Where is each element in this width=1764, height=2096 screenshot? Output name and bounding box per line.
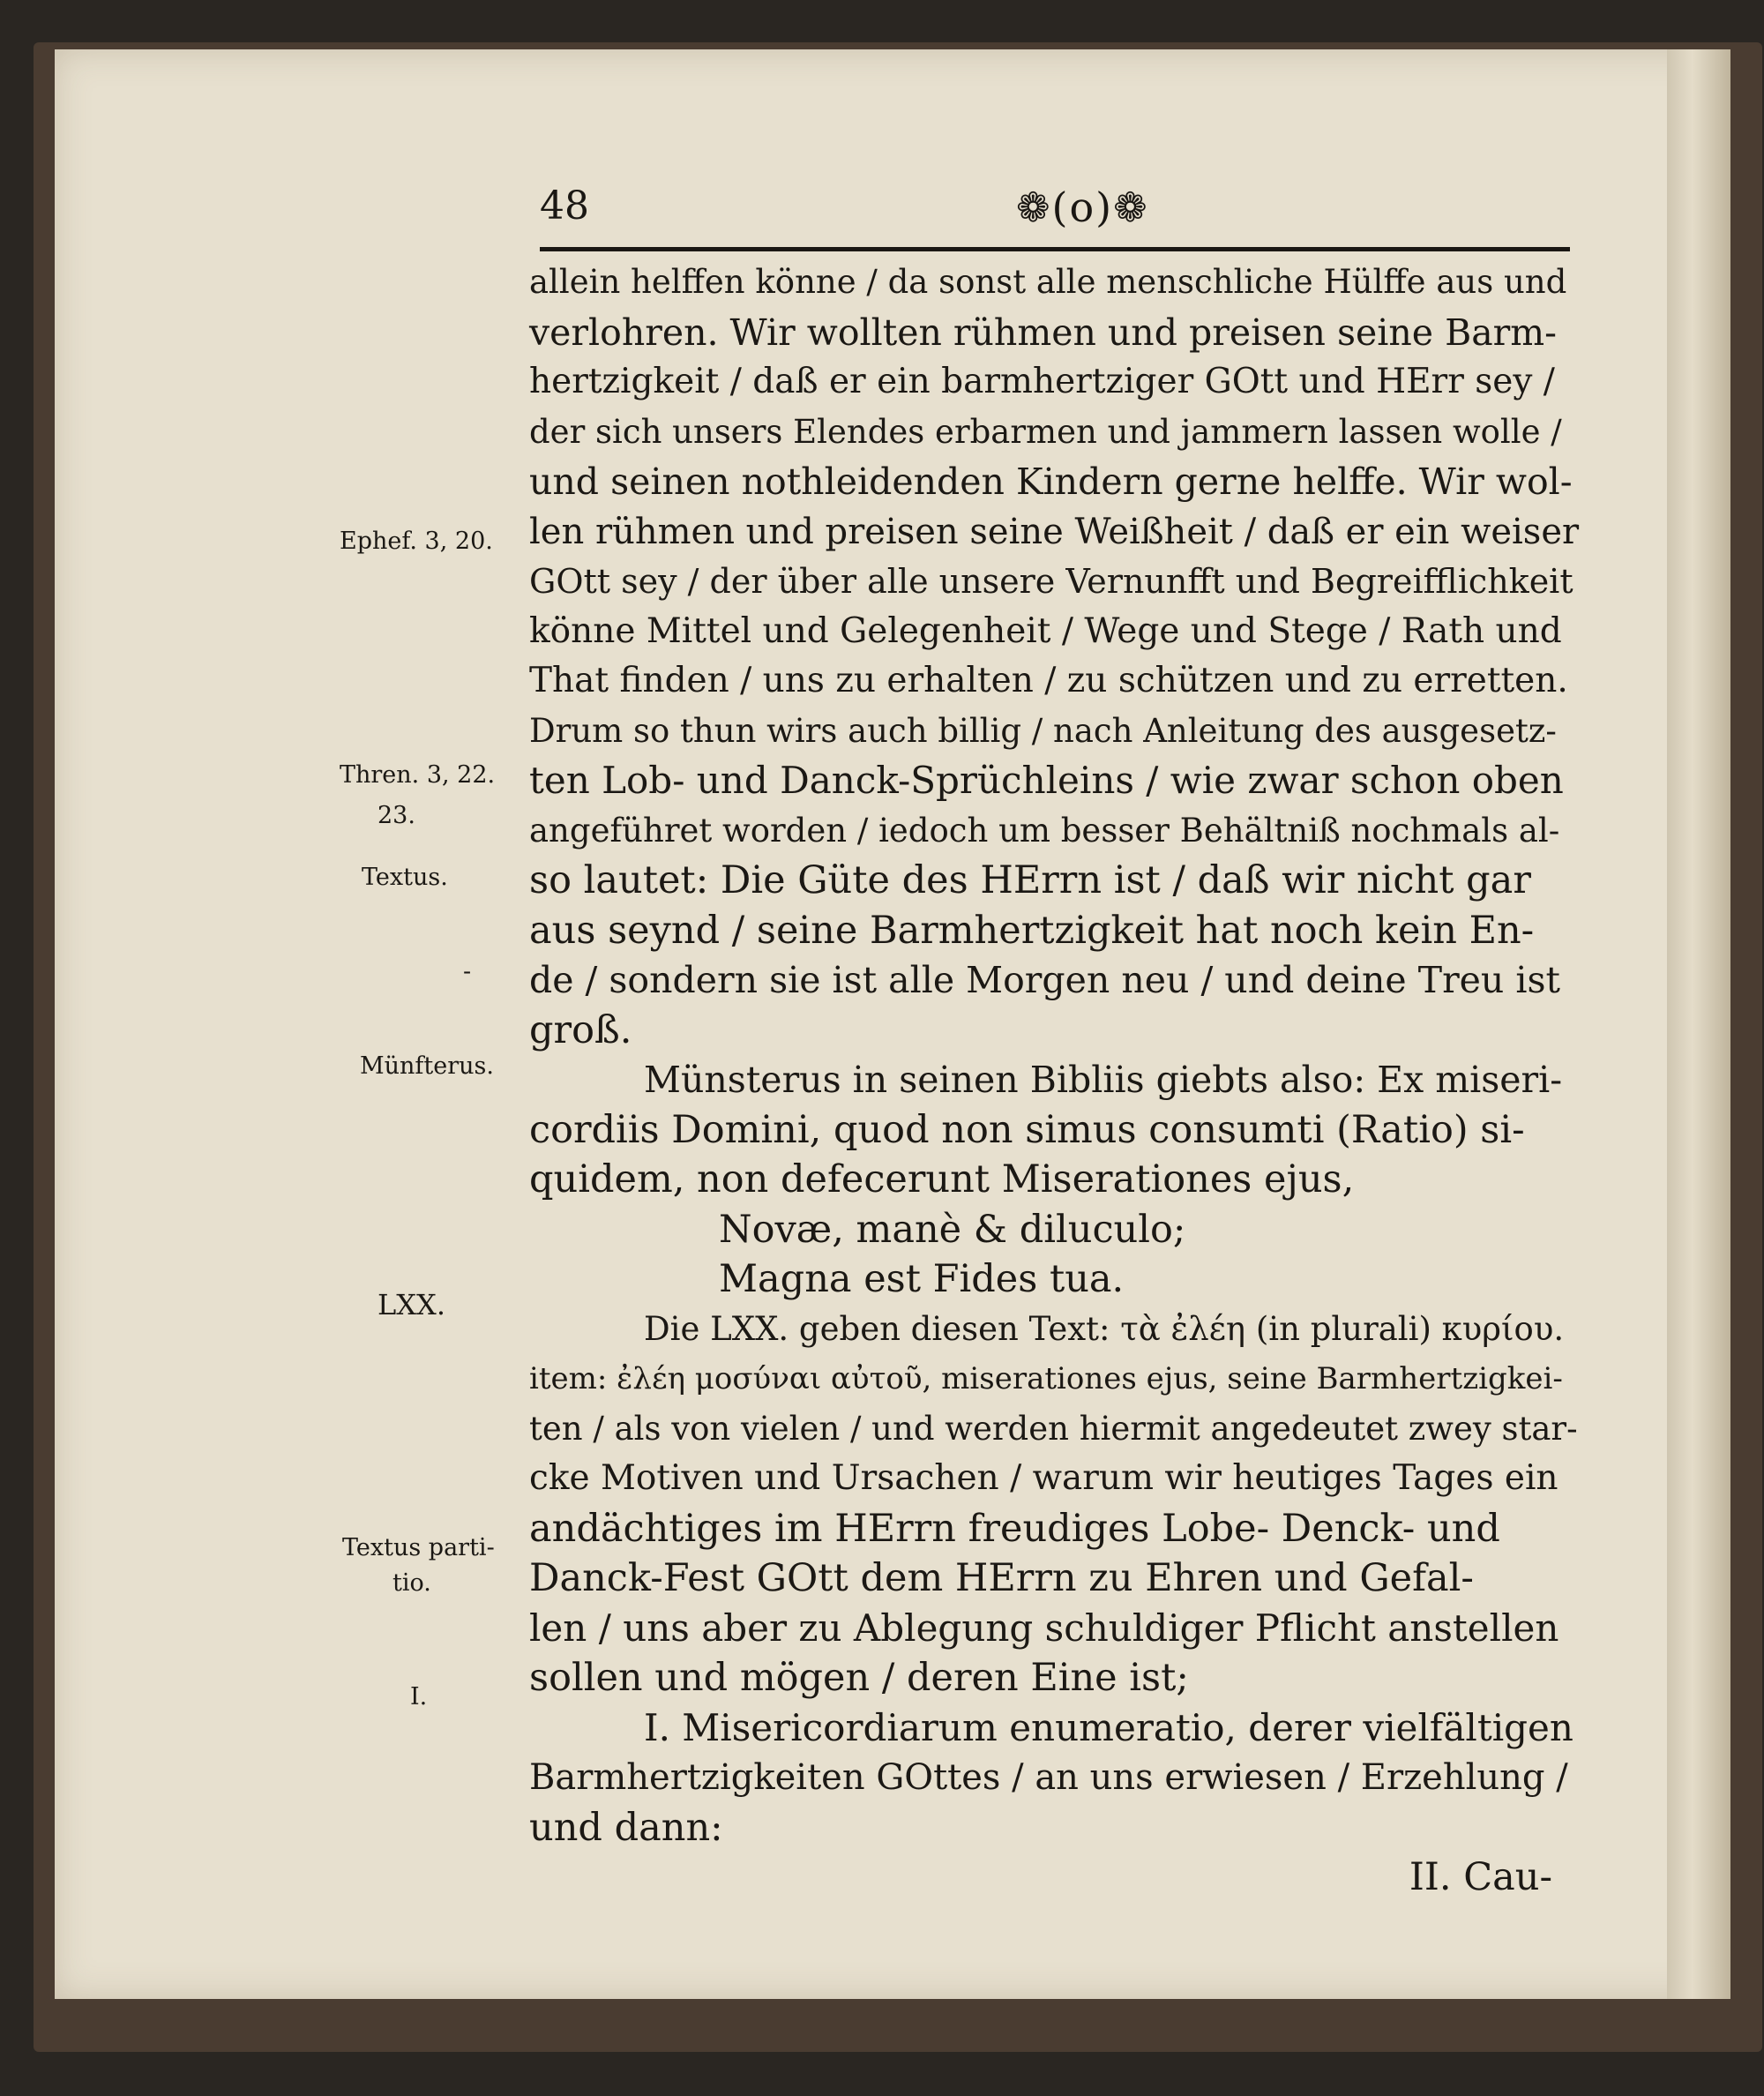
- text-line: ten Lob- und Danck-Sprüchleins / wie zwar schon oben: [529, 759, 1564, 802]
- text-line: angeführet worden / iedoch um besser Behältniß nochmals al-: [529, 811, 1560, 850]
- text-line: und seinen nothleidenden Kindern gerne helffe. Wir wol-: [529, 460, 1573, 503]
- margin-note-roman-one: I.: [410, 1683, 428, 1710]
- text-line: len rühmen und preisen seine Weißheit / daß er ein weiser: [529, 511, 1580, 552]
- text-line: len / uns aber zu Ablegung schuldiger Pflicht anstellen: [529, 1606, 1559, 1650]
- margin-note-lxx: LXX.: [377, 1288, 445, 1321]
- page-header: [540, 183, 1570, 245]
- margin-note-textus: Textus.: [362, 864, 448, 891]
- text-line: Münsterus in seinen Bibliis giebts also: Ex miseri-: [644, 1059, 1563, 1101]
- text-line: allein helffen könne / da sonst alle menschliche Hülffe aus und: [529, 263, 1567, 301]
- text-line: ten / als von vielen / und werden hiermit angedeutet zwey star-: [529, 1409, 1578, 1448]
- text-line: cordiis Domini, quod non simus consumti (Ratio) si-: [529, 1107, 1525, 1152]
- text-line: verlohren. Wir wollten rühmen und preisen seine Barm-: [529, 311, 1557, 354]
- text-line: aus seynd / seine Barmhertzigkeit hat noch kein En-: [529, 908, 1535, 953]
- margin-note-thren: Thren. 3, 22.: [340, 761, 496, 789]
- text-line: so lautet: Die Güte des HErrn ist / daß wir nicht gar: [529, 858, 1531, 902]
- margin-note-partitio: Textus parti-: [342, 1534, 495, 1561]
- text-line: I. Misericordiarum enumeratio, derer vielfältigen: [644, 1705, 1573, 1749]
- text-line: Magna est Fides tua.: [719, 1257, 1125, 1301]
- text-line: That finden / uns zu erhalten / zu schützen und zu erretten.: [529, 661, 1568, 700]
- text-line: Drum so thun wirs auch billig / nach Anleitung des ausgesetz-: [529, 711, 1557, 750]
- text-line: der sich unsers Elendes erbarmen und jammern lassen wolle /: [529, 412, 1562, 451]
- text-line: quidem, non defecerunt Miserationes ejus,: [529, 1157, 1355, 1201]
- catchword: II. Cau-: [1409, 1855, 1552, 1899]
- header-ornament: ❁(o)❁: [1016, 183, 1149, 231]
- text-line: de / sondern sie ist alle Morgen neu / und deine Treu ist: [529, 959, 1561, 1001]
- text-line: sollen und mögen / deren Eine ist;: [529, 1656, 1189, 1700]
- text-line: item: ἐλέη μοσύναι αὐτοῦ, miserationes ejus, seine Barmhertzigkei-: [529, 1361, 1563, 1396]
- header-rule: [540, 247, 1570, 251]
- page-number: 48: [540, 183, 589, 228]
- text-line: andächtiges im HErrn freudiges Lobe- Denck- und: [529, 1506, 1500, 1551]
- margin-note-ephes: Ephef. 3, 20.: [340, 528, 493, 555]
- text-line: cke Motiven und Ursachen / warum wir heutiges Tages ein: [529, 1458, 1558, 1498]
- text-line: GOtt sey / der über alle unsere Vernunfft und Begreifflichkeit: [529, 562, 1573, 601]
- body-text: [529, 258, 1579, 1903]
- margin-note-munsterus: Münfterus.: [360, 1052, 494, 1080]
- margin-note-dash: -: [463, 958, 472, 985]
- text-line: Die LXX. geben diesen Text: τὰ ἐλέη (in plurali) κυρίου.: [644, 1309, 1565, 1348]
- text-line: könne Mittel und Gelegenheit / Wege und Stege / Rath und: [529, 610, 1562, 651]
- margin-note-partitio-2: tio.: [392, 1569, 431, 1597]
- text-line: und dann:: [529, 1805, 723, 1850]
- margin-note-verse: 23.: [377, 802, 415, 829]
- text-line: Danck-Fest GOtt dem HErrn zu Ehren und Gefal-: [529, 1556, 1474, 1600]
- text-line: Novæ, manè & diluculo;: [719, 1207, 1186, 1252]
- text-line: groß.: [529, 1007, 632, 1052]
- page-edge: [1667, 49, 1730, 1999]
- text-line: hertzigkeit / daß er ein barmhertziger GOtt und HErr sey /: [529, 362, 1555, 401]
- text-line: Barmhertzigkeiten GOttes / an uns erwiesen / Erzehlung /: [529, 1757, 1568, 1798]
